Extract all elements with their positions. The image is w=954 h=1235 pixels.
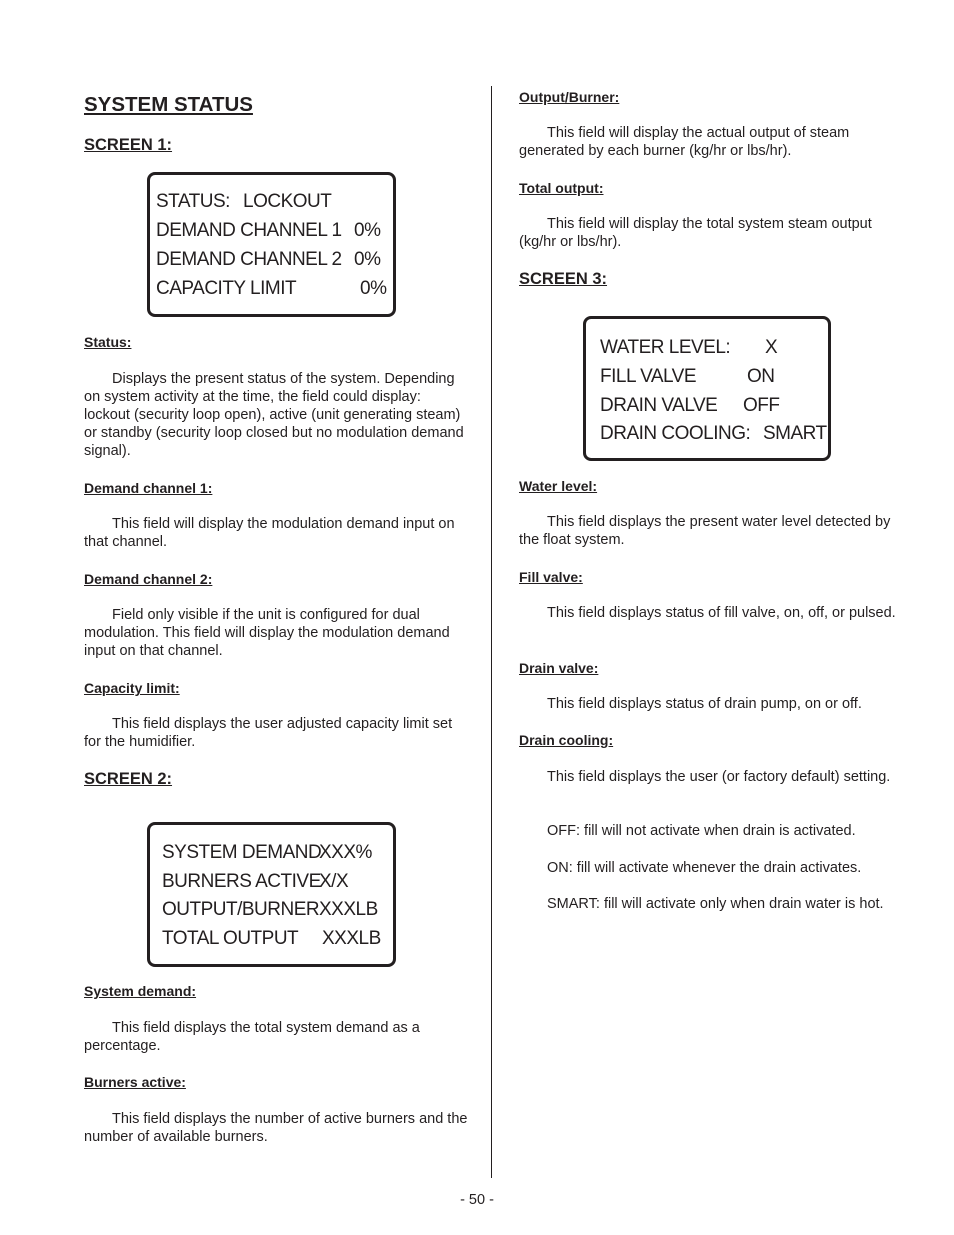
lcd-label: CAPACITY LIMIT: [156, 278, 297, 299]
column-divider: [491, 86, 492, 1178]
lcd-value: XXXLB: [319, 899, 378, 920]
lcd-label: DRAIN COOLING:: [600, 423, 751, 444]
field-text-capacity: This field displays the user adjusted capacity limit set for the humidifier.: [84, 716, 453, 750]
lcd-label: WATER LEVEL:: [600, 337, 731, 358]
lcd-value: XXX%: [319, 842, 372, 863]
lcd-value: OFF: [743, 395, 780, 416]
field-heading-burners-active: Burners active:: [84, 1074, 186, 1090]
screen2-display: [147, 822, 396, 967]
lcd-value: X/X: [319, 871, 349, 892]
field-text-demand-2: Field only visible if the unit is configured for dual modulation. This field will display the modulation demand input on that channel.: [84, 607, 450, 659]
lcd-label: STATUS:: [156, 191, 230, 212]
field-text-drain-cooling: This field displays the user (or factory default) setting.: [547, 769, 891, 785]
lcd-value: 0%: [354, 249, 381, 270]
lcd-value: XXXLB: [322, 928, 381, 949]
drain-cooling-option-off: OFF: fill will not activate when drain is activated.: [547, 823, 856, 839]
drain-cooling-option-smart: SMART: fill will activate only when drain water is hot.: [547, 896, 884, 912]
lcd-label: DEMAND CHANNEL 1: [156, 220, 342, 241]
field-heading-capacity: Capacity limit:: [84, 680, 180, 696]
lcd-value: ON: [747, 366, 775, 387]
field-heading-output-burner: Output/Burner:: [519, 89, 620, 105]
lcd-value: 0%: [354, 220, 381, 241]
field-heading-fill-valve: Fill valve:: [519, 569, 583, 585]
field-heading-drain-valve: Drain valve:: [519, 660, 599, 676]
field-text-status: Displays the present status of the system. Depending on system activity at the time, the field could display: lockout (security loop open), active (unit generating steam) or standby (security loop closed but no modulation demand signal).: [84, 371, 464, 459]
lcd-label: DEMAND CHANNEL 2: [156, 249, 342, 270]
field-heading-total-output: Total output:: [519, 180, 604, 196]
lcd-value: SMART: [763, 423, 827, 444]
screen1-display: [147, 172, 396, 317]
field-heading-drain-cooling: Drain cooling:: [519, 732, 614, 748]
lcd-label: TOTAL OUTPUT: [162, 928, 299, 949]
screen1-heading: SCREEN 1:: [84, 136, 173, 154]
field-text-output-burner: This field will display the actual output of steam generated by each burner (kg/hr or lbs/hr).: [519, 125, 850, 159]
field-text-burners-active: This field displays the number of active burners and the number of available burners.: [84, 1111, 468, 1145]
field-heading-status: Status:: [84, 334, 132, 350]
lcd-label: DRAIN VALVE: [600, 395, 718, 416]
lcd-value: 0%: [360, 278, 387, 299]
page-title: SYSTEM STATUS: [84, 93, 253, 116]
field-heading-demand-1: Demand channel 1:: [84, 480, 213, 496]
lcd-label: SYSTEM DEMAND: [162, 842, 322, 863]
lcd-label: OUTPUT/BURNER: [162, 899, 320, 920]
field-text-system-demand: This field displays the total system demand as a percentage.: [84, 1020, 420, 1054]
field-text-fill-valve: This field displays status of fill valve, on, off, or pulsed.: [547, 605, 896, 621]
field-text-total-output: This field will display the total system steam output (kg/hr or lbs/hr).: [519, 216, 872, 250]
field-text-water-level: This field displays the present water level detected by the float system.: [519, 514, 891, 548]
field-text-drain-valve: This field displays status of drain pump, on or off.: [547, 696, 862, 712]
screen3-display: [583, 316, 831, 461]
lcd-value: LOCKOUT: [243, 191, 332, 212]
page-number: - 50 -: [460, 1192, 494, 1208]
screen3-heading: SCREEN 3:: [519, 270, 608, 288]
field-text-demand-1: This field will display the modulation demand input on that channel.: [84, 516, 455, 550]
field-heading-demand-2: Demand channel 2:: [84, 571, 213, 587]
field-heading-system-demand: System demand:: [84, 983, 197, 999]
screen2-heading: SCREEN 2:: [84, 770, 173, 788]
lcd-label: BURNERS ACTIVE: [162, 871, 321, 892]
lcd-label: FILL VALVE: [600, 366, 697, 387]
lcd-value: X: [765, 337, 778, 358]
field-heading-water-level: Water level:: [519, 478, 598, 494]
drain-cooling-option-on: ON: fill will activate whenever the drain activates.: [547, 860, 862, 876]
